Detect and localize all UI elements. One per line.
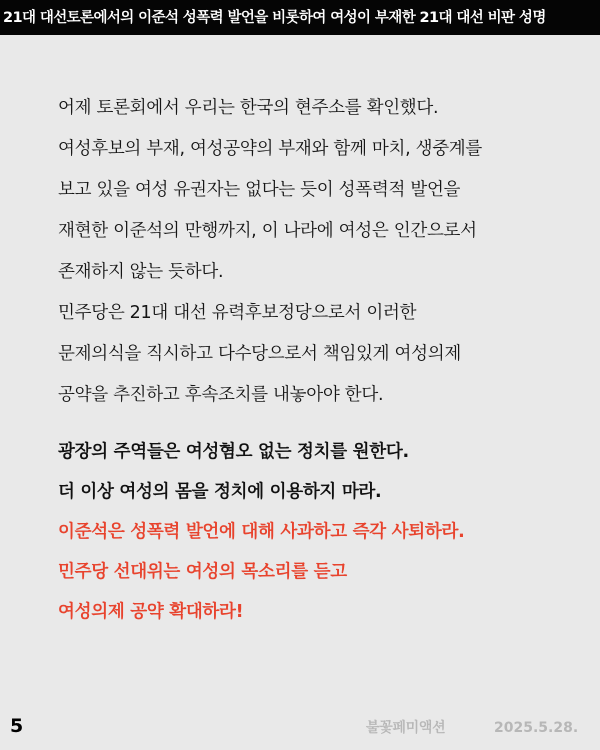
body-line-1: 어제 토론회에서 우리는 한국의 현주소를 확인했다.	[58, 98, 439, 118]
statement-line-2: 더 이상 여성의 몸을 정치에 이용하지 마라.	[58, 482, 382, 502]
statement-line-1: 광장의 주역들은 여성혐오 없는 정치를 원한다.	[58, 442, 409, 462]
body-line-6: 민주당은 21대 대선 유력후보정당으로서 이러한	[58, 303, 417, 323]
body-text	[58, 88, 558, 416]
page-number: 5	[10, 715, 24, 737]
org-name: 불꽃페미액션	[366, 720, 446, 736]
statement-block	[58, 432, 578, 632]
body-line-7: 문제의식을 직시하고 다수당으로서 책임있게 여성의제	[58, 344, 461, 364]
demand-line-1: 이준석은 성폭력 발언에 대해 사과하고 즉각 사퇴하라.	[58, 522, 465, 542]
body-line-4: 재현한 이준석의 만행까지, 이 나라에 여성은 인간으로서	[58, 221, 477, 241]
date-label: 2025.5.28.	[494, 720, 579, 736]
body-line-5: 존재하지 않는 듯하다.	[58, 262, 224, 282]
demand-line-3: 여성의제 공약 확대하라!	[58, 602, 244, 622]
body-line-3: 보고 있을 여성 유권자는 없다는 듯이 성폭력적 발언을	[58, 180, 461, 200]
page-title: 21대 대선토론에서의 이준석 성폭력 발언을 비롯하여 여성이 부재한 21대 대선 비판 성명	[3, 10, 546, 26]
demand-line-2: 민주당 선대위는 여성의 목소리를 듣고	[58, 562, 347, 582]
body-line-2: 여성후보의 부재, 여성공약의 부재와 함께 마치, 생중계를	[58, 139, 483, 159]
body-line-8: 공약을 추진하고 후속조치를 내놓아야 한다.	[58, 385, 384, 405]
header-bar	[0, 0, 600, 35]
